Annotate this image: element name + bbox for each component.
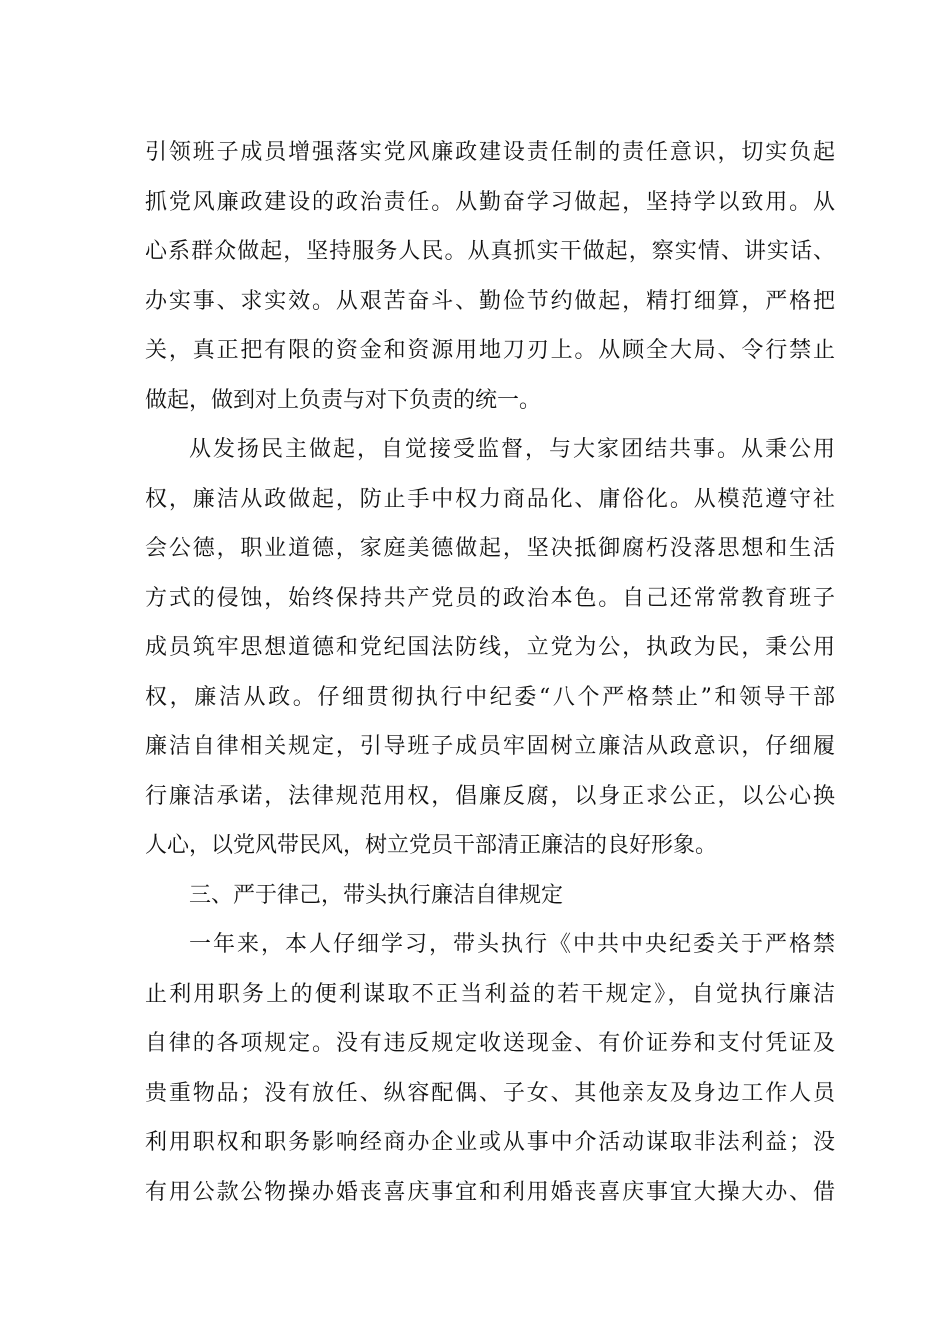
text-line: 方式的侵蚀，始终保持共产党员的政治本色。自己还常常教育班子 — [145, 585, 835, 611]
text-line: 心系群众做起，坚持服务人民。从真抓实干做起，察实情、讲实话、 — [145, 239, 835, 264]
text-line: 利用职权和职务影响经商办企业或从事中介活动谋取非法利益；没 — [145, 1130, 835, 1155]
text-line: 自律的各项规定。没有违反规定收送现金、有价证券和支付凭证及 — [145, 1031, 835, 1056]
text-line: 抓党风廉政建设的政治责任。从勤奋学习做起，坚持学以致用。从 — [145, 189, 835, 215]
text-line: 有用公款公物操办婚丧喜庆事宜和利用婚丧喜庆事宜大操大办、借 — [145, 1179, 835, 1205]
text-line: 会公德，职业道德，家庭美德做起，坚决抵御腐朽没落思想和生活 — [145, 536, 835, 561]
text-line: 引领班子成员增强落实党风廉政建设责任制的责任意识，切实负起 — [145, 140, 835, 165]
text-line: 成员筑牢思想道德和党纪国法防线，立党为公，执政为民，秉公用 — [145, 635, 835, 660]
paragraph-start-line: 一年来，本人仔细学习，带头执行《中共中央纪委关于严格禁 — [189, 932, 835, 957]
text-line: 贵重物品；没有放任、纵容配偶、子女、其他亲友及身边工作人员 — [145, 1080, 835, 1106]
section-heading: 三、严于律己，带头执行廉洁自律规定 — [189, 882, 564, 908]
text-line: 权，廉洁从政。仔细贯彻执行中纪委“八个严格禁止”和领导干部 — [145, 684, 835, 710]
text-line: 做起，做到对上负责与对下负责的统一。 — [145, 387, 542, 413]
text-line: 人心，以党风带民风，树立党员干部清正廉洁的良好形象。 — [145, 833, 718, 858]
text-line: 关，真正把有限的资金和资源用地刀刃上。从顾全大局、令行禁止 — [145, 338, 835, 363]
body-text — [145, 128, 835, 1217]
text-line: 廉洁自律相关规定，引导班子成员牢固树立廉洁从政意识，仔细履 — [145, 734, 835, 759]
text-line: 止利用职务上的便利谋取不正当利益的若干规定》，自觉执行廉洁 — [145, 981, 835, 1007]
text-line: 行廉洁承诺，法律规范用权，倡廉反腐，以身正求公正，以公心换 — [145, 783, 835, 809]
text-line: 办实事、求实效。从艰苦奋斗、勤俭节约做起，精打细算，严格把 — [145, 288, 835, 314]
text-line: 权，廉洁从政做起，防止手中权力商品化、庸俗化。从模范遵守社 — [145, 486, 835, 512]
paragraph-start-line: 从发扬民主做起，自觉接受监督，与大家团结共事。从秉公用 — [189, 437, 835, 462]
